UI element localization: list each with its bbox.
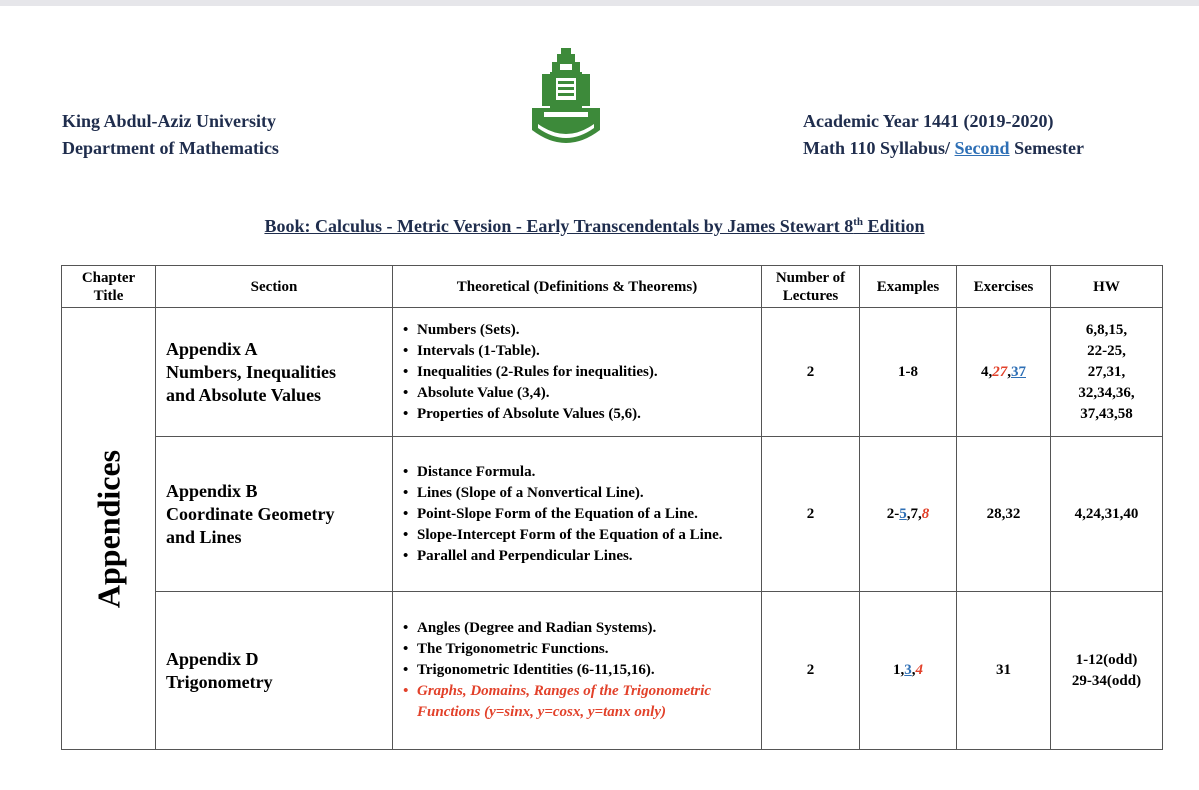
topics-cell bbox=[393, 437, 762, 592]
header-exercises: Exercises bbox=[957, 266, 1051, 308]
exercises-cell: 28,32 bbox=[957, 437, 1051, 592]
lectures-cell: 2 bbox=[762, 592, 860, 750]
header-lectures: Number of Lectures bbox=[762, 266, 860, 308]
chapter-title: Appendices bbox=[90, 449, 126, 608]
topic-item: • Point-Slope Form of the Equation of a Line. bbox=[403, 504, 761, 525]
header-right bbox=[803, 108, 1084, 162]
topic-item: • The Trigonometric Functions. bbox=[403, 639, 761, 660]
header-left bbox=[62, 108, 279, 162]
topic-item: • Inequalities (2-Rules for inequalities). bbox=[403, 362, 761, 383]
exercise-link[interactable]: 37 bbox=[1011, 363, 1026, 380]
university-name: King Abdul-Aziz University bbox=[62, 111, 277, 131]
hw-cell: 4,24,31,40 bbox=[1051, 437, 1163, 592]
header-chapter-title: Chapter Title bbox=[62, 266, 156, 308]
section-cell: Appendix D Trigonometry bbox=[156, 592, 393, 750]
section-cell: Appendix B Coordinate Geometry and Lines bbox=[156, 437, 393, 592]
hw-cell: 1-12(odd) 29-34(odd) bbox=[1051, 592, 1163, 750]
hw-cell: 6,8,15, 22-25, 27,31, 32,34,36, 37,43,58 bbox=[1051, 308, 1163, 437]
topic-item: • Numbers (Sets). bbox=[403, 320, 761, 341]
academic-year: Academic Year 1441 (2019-2020) bbox=[803, 111, 1054, 131]
lectures-cell: 2 bbox=[762, 437, 860, 592]
table-row bbox=[62, 308, 1163, 437]
header-hw: HW bbox=[1051, 266, 1163, 308]
top-bar bbox=[0, 0, 1199, 6]
exercises-cell: 4,27,37 bbox=[957, 308, 1051, 437]
header-theoretical: Theoretical (Definitions & Theorems) bbox=[393, 266, 762, 308]
examples-cell: 1,3,4 bbox=[860, 592, 957, 750]
university-logo bbox=[530, 48, 602, 156]
syllabus-table bbox=[61, 265, 1163, 750]
chapter-title-cell bbox=[62, 308, 156, 750]
examples-cell: 2-5,7,8 bbox=[860, 437, 957, 592]
topic-item: • Angles (Degree and Radian Systems). bbox=[403, 618, 761, 639]
topic-item: • Slope-Intercept Form of the Equation of a Line. bbox=[403, 525, 761, 546]
topics-cell bbox=[393, 592, 762, 750]
book-title: Book: Calculus - Metric Version - Early Transcendentals by James Stewart 8th Edition bbox=[264, 216, 925, 236]
topic-item: • Distance Formula. bbox=[403, 462, 761, 483]
table-row bbox=[62, 437, 1163, 592]
exercises-cell: 31 bbox=[957, 592, 1051, 750]
header-examples: Examples bbox=[860, 266, 957, 308]
syllabus-line: Math 110 Syllabus/ Second Semester bbox=[803, 138, 1085, 158]
header-section: Section bbox=[156, 266, 393, 308]
topic-item: • Trigonometric Identities (6-11,15,16). bbox=[403, 660, 761, 681]
semester-link[interactable]: Second bbox=[954, 138, 1010, 158]
topic-item: • Absolute Value (3,4). bbox=[403, 383, 761, 404]
topic-item: • Intervals (1-Table). bbox=[403, 341, 761, 362]
topic-item: • Lines (Slope of a Nonvertical Line). bbox=[403, 483, 761, 504]
section-cell: Appendix A Numbers, Inequalities and Absolute Values bbox=[156, 308, 393, 437]
topic-item: • Properties of Absolute Values (5,6). bbox=[403, 404, 761, 425]
table-row bbox=[62, 592, 1163, 750]
example-link[interactable]: 5 bbox=[899, 505, 907, 522]
header-row bbox=[62, 266, 1163, 308]
lectures-cell: 2 bbox=[762, 308, 860, 437]
department-name: Department of Mathematics bbox=[62, 138, 279, 158]
topic-item-highlight: • Graphs, Domains, Ranges of the Trigonometric Functions (y=sinx, y=cosx, y=tanx only) bbox=[403, 681, 761, 723]
example-link[interactable]: 3 bbox=[904, 662, 912, 678]
examples-cell: 1-8 bbox=[860, 308, 957, 437]
topics-cell bbox=[393, 308, 762, 437]
topic-item: • Parallel and Perpendicular Lines. bbox=[403, 546, 761, 567]
